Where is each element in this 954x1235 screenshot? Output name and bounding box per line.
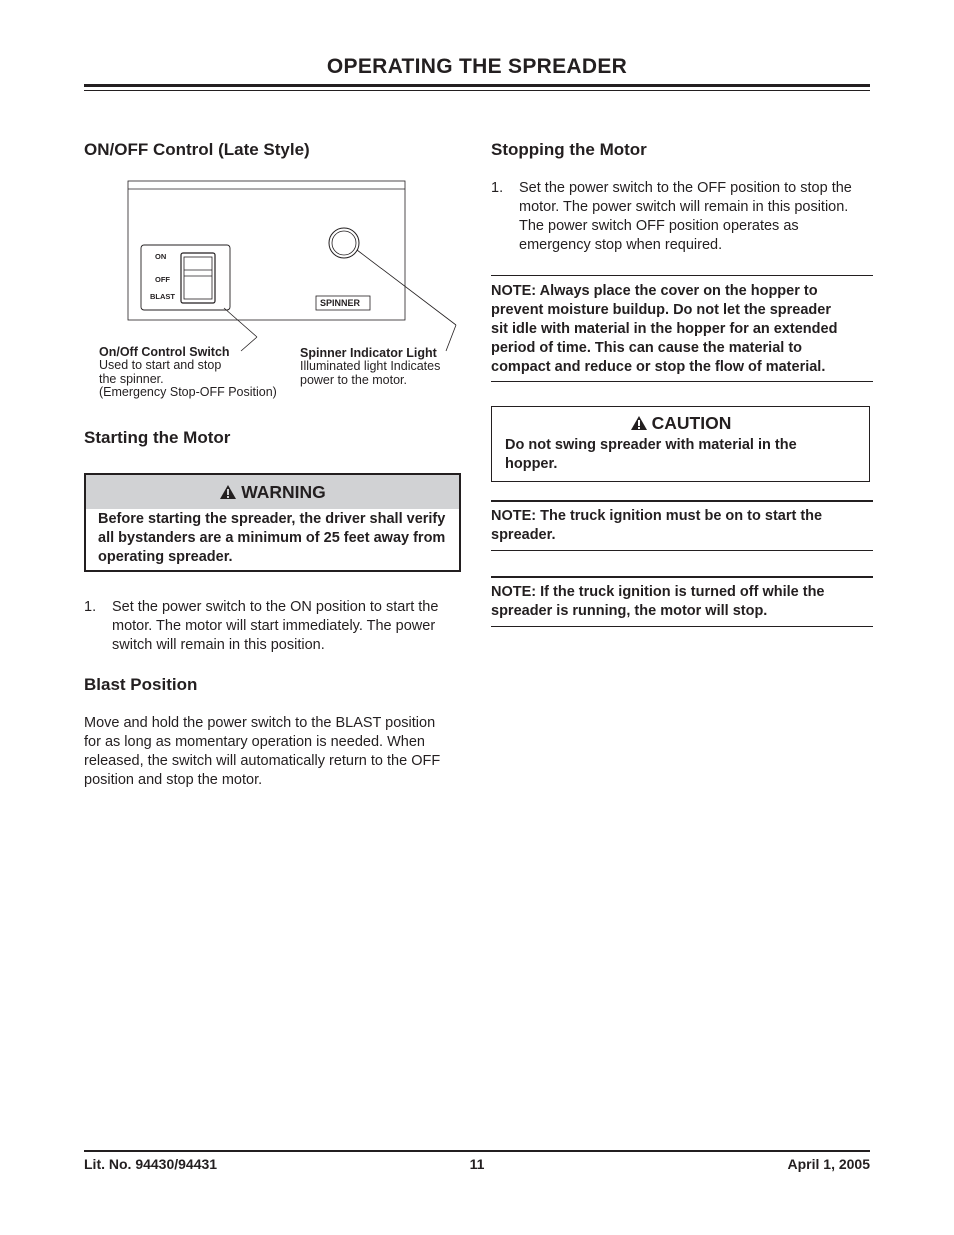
note2-rule-top xyxy=(491,500,873,502)
note3-rule-bottom xyxy=(491,626,873,627)
note-ignition-start-line: spreader. xyxy=(491,527,556,543)
note-ignition-start-line: NOTE: The truck ignition must be on to start the xyxy=(491,508,823,524)
blast-line: for as long as momentary operation is needed. When xyxy=(84,734,425,750)
header-rule-thick xyxy=(84,84,870,87)
switch-label-on: ON xyxy=(155,252,167,261)
note-moisture xyxy=(491,282,876,377)
note-ignition-off-line: NOTE: If the truck ignition is turned off while the xyxy=(491,584,825,600)
note1-rule-top xyxy=(491,275,873,276)
starting-heading: Starting the Motor xyxy=(84,428,231,447)
caution-line: hopper. xyxy=(505,456,558,472)
warning-triangle-icon xyxy=(219,484,237,500)
start-step-line: switch will remain in this position. xyxy=(112,637,325,653)
switch-label-off: OFF xyxy=(155,275,170,284)
note-moisture-line: compact and reduce or stop the flow of material. xyxy=(491,359,826,375)
note-moisture-line: sit idle with material in the hopper for an extended xyxy=(491,321,838,337)
callout-light-line: power to the motor. xyxy=(300,372,408,387)
footer-lit-no: Lit. No. 94430/94431 xyxy=(84,1156,218,1172)
start-step-number: 1. xyxy=(84,599,97,615)
stop-step xyxy=(491,179,876,259)
footer-rule xyxy=(84,1150,870,1152)
note2-rule-bottom xyxy=(491,550,873,551)
blast-line: Move and hold the power switch to the BLAST position xyxy=(84,715,436,731)
caution-line: Do not swing spreader with material in the xyxy=(505,437,797,453)
note-ignition-off xyxy=(491,583,876,621)
start-step xyxy=(84,598,464,658)
warning-title: WARNING xyxy=(241,482,326,502)
note-ignition-off-line: spreader is running, the motor will stop. xyxy=(491,603,768,619)
spinner-label: SPINNER xyxy=(320,298,361,308)
callout-switch-line: the spinner. xyxy=(99,371,164,386)
callout-light-title: Spinner Indicator Light xyxy=(300,346,437,360)
start-step-text xyxy=(112,598,438,655)
note1-rule-bottom xyxy=(491,381,873,382)
switch-label-blast: BLAST xyxy=(150,292,175,301)
callout-switch xyxy=(99,346,299,400)
note-moisture-line: NOTE: Always place the cover on the hopper to xyxy=(491,283,818,299)
caution-title: CAUTION xyxy=(651,413,732,433)
caution-title-row xyxy=(492,413,869,434)
note-moisture-line: period of time. This can cause the material to xyxy=(491,340,803,356)
stop-step-number: 1. xyxy=(491,180,504,196)
footer-date: April 1, 2005 xyxy=(787,1156,870,1172)
footer-page-number: 11 xyxy=(469,1156,485,1172)
callout-light xyxy=(300,347,465,387)
note-moisture-line: prevent moisture buildup. Do not let the spreader xyxy=(491,302,831,318)
onoff-heading: ON/OFF Control (Late Style) xyxy=(84,140,310,159)
stop-step-line: Set the power switch to the OFF position to stop the xyxy=(519,180,852,196)
warning-header xyxy=(86,475,459,509)
callout-switch-line: Used to start and stop xyxy=(99,358,222,372)
header-rule-thin xyxy=(84,90,870,91)
start-step-line: motor. The motor will start immediately. The power xyxy=(112,618,436,634)
blast-line: position and stop the motor. xyxy=(84,772,263,788)
callout-switch-title: On/Off Control Switch xyxy=(99,345,230,359)
stop-step-text xyxy=(519,179,852,255)
caution-box xyxy=(491,406,870,482)
stopping-heading: Stopping the Motor xyxy=(491,140,647,159)
start-step-line: Set the power switch to the ON position to start the xyxy=(112,599,439,615)
warning-box xyxy=(84,473,461,572)
blast-heading: Blast Position xyxy=(84,675,198,694)
blast-paragraph xyxy=(84,714,469,790)
note-ignition-start xyxy=(491,507,876,545)
caution-text xyxy=(505,436,855,474)
stop-step-line: The power switch OFF position operates as xyxy=(519,218,799,234)
warning-title-row xyxy=(86,482,459,503)
blast-line: released, the switch will automatically return to the OFF xyxy=(84,753,441,769)
callout-light-line: Illuminated light Indicates xyxy=(300,359,441,373)
stop-step-line: motor. The power switch will remain in this position. xyxy=(519,199,849,215)
caution-triangle-icon xyxy=(630,415,648,431)
callout-switch-line: (Emergency Stop-OFF Position) xyxy=(99,385,277,399)
stop-step-line: emergency stop when required. xyxy=(519,237,723,253)
warning-text: Before starting the spreader, the driver shall verify all bystanders are a minimum of 25 feet away from operating spreader. xyxy=(98,511,446,565)
note3-rule-top xyxy=(491,576,873,578)
page-title: OPERATING THE SPREADER xyxy=(326,55,628,78)
